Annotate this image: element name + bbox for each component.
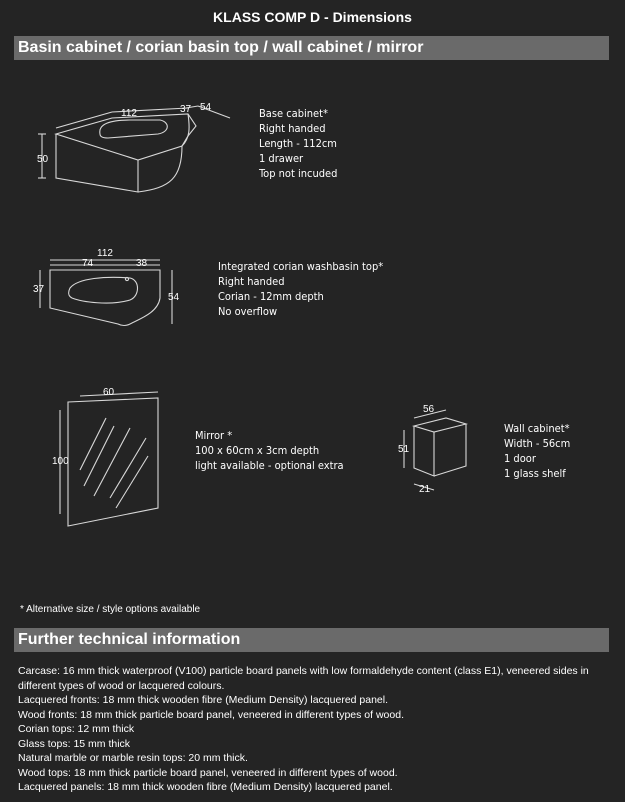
basin-top-description [218,259,383,319]
mirror-line: light available - optional extra [195,459,344,472]
wall-cabinet-drawing [400,402,480,502]
spec-line: Corian tops: 12 mm thick [18,723,135,735]
spec-line: Wood fronts: 18 mm thick particle board panel, veneered in different types of wood. [18,708,404,721]
spec-line: Glass tops: 15 mm thick [18,737,131,750]
base-cabinet-description [259,106,337,181]
mirror-line: Mirror * [195,429,233,442]
basin-top-left-width-label: 74 [82,258,94,269]
base-cabinet-depth1-label: 37 [180,104,192,115]
alternative-options-note: * Alternative size / style options available [20,604,201,615]
spec-line: Wood tops: 18 mm thick particle board panel, veneered in different types of wood. [18,766,398,779]
base-cabinet-line: 1 drawer [259,152,304,165]
technical-specs [18,664,610,795]
mirror-height-label: 100 [52,456,69,467]
wall-cabinet-description [504,421,570,481]
spec-line: Carcase: 16 mm thick waterproof (V100) particle board panels with low formaldehyde content (class E1), veneered sides in different types of wood or lacquered colours. [18,665,589,692]
base-cabinet-width-label: 112 [121,108,137,119]
basin-top-left-depth-label: 37 [33,284,45,295]
spec-line: Lacquered fronts: 18 mm thick wooden fibre (Medium Density) lacquered panel. [18,694,389,706]
base-cabinet-depth2-label: 54 [200,102,212,113]
spec-line: Natural marble or marble resin tops: 20 mm thick. [18,752,248,764]
wall-cabinet-depth-label: 21 [419,484,431,495]
page-title: KLASS COMP D - Dimensions [213,9,412,25]
mirror-width-label: 60 [103,387,115,398]
basin-top-line: Right handed [218,275,285,288]
mirror-description [195,428,344,473]
wall-cabinet-line: 1 glass shelf [504,467,566,480]
base-cabinet-line: Length - 112cm [259,137,337,150]
mirror-line: 100 x 60cm x 3cm depth [195,444,320,457]
spec-line: Lacquered panels: 18 mm thick wooden fibre (Medium Density) lacquered panel. [18,781,393,793]
basin-top-drawing [30,252,190,342]
section-header-dimensions: Basin cabinet / corian basin top / wall cabinet / mirror [14,36,609,60]
basin-top-line: Corian - 12mm depth [218,290,324,303]
wall-cabinet-height-label: 51 [398,444,410,455]
wall-cabinet-line: Wall cabinet* [504,422,570,435]
basin-top-total-width-label: 112 [97,248,113,259]
base-cabinet-height-label: 50 [37,154,49,165]
wall-cabinet-line: 1 door [504,452,536,465]
base-cabinet-line: Base cabinet* [259,107,328,120]
basin-top-line: No overflow [218,305,278,318]
wall-cabinet-line: Width - 56cm [504,437,571,450]
wall-cabinet-width-label: 56 [423,404,435,415]
section-header-technical: Further technical information [14,628,609,652]
base-cabinet-line: Top not incuded [259,167,338,180]
basin-top-line: Integrated corian washbasin top* [218,260,384,273]
basin-top-right-width-label: 38 [136,258,148,269]
base-cabinet-line: Right handed [259,122,326,135]
basin-top-right-depth-label: 54 [168,292,180,303]
